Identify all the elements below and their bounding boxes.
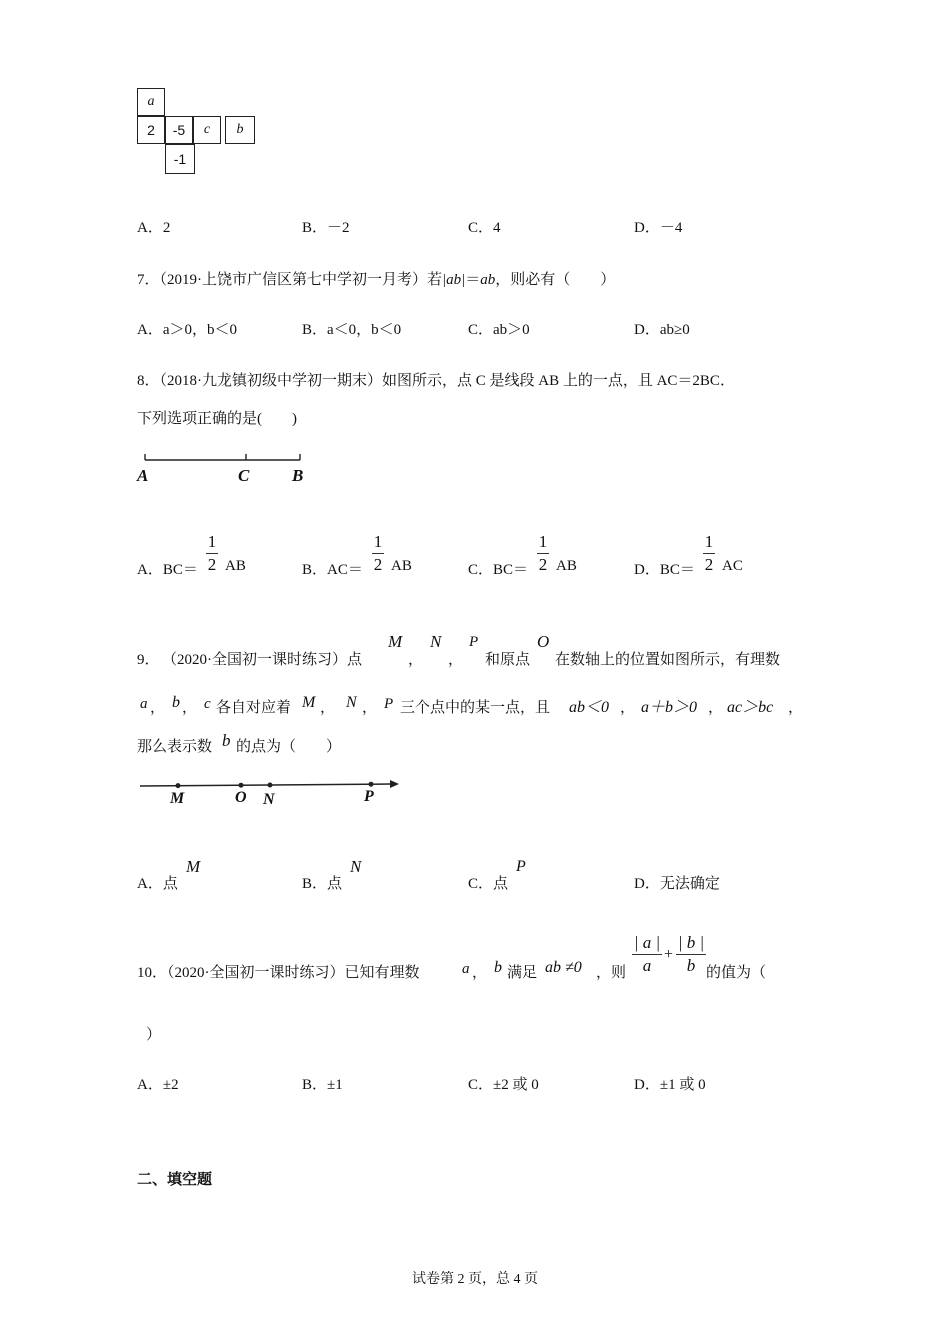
q9-line3-post: 的点为（ ） bbox=[236, 739, 342, 755]
q9-condition-3: ac＞bc bbox=[727, 699, 774, 716]
q6-option-a[interactable]: A．2 bbox=[137, 220, 171, 236]
q10-suffix: 的值为（ bbox=[706, 965, 767, 981]
q9-origin-o: O bbox=[537, 632, 550, 651]
dot-n bbox=[268, 783, 273, 788]
dot-o bbox=[239, 783, 244, 788]
q9-option-b[interactable]: B．点 bbox=[302, 876, 343, 892]
q9-comma-7: ， bbox=[620, 700, 636, 716]
q9-comma-8: ， bbox=[708, 700, 724, 716]
q9-corr-p: P bbox=[384, 696, 394, 712]
q9-line3-b: b bbox=[222, 731, 231, 750]
q9-comma-4: ， bbox=[182, 700, 198, 716]
q10-prefix: 10．（2020·全国初一课时练习）已知有理数 bbox=[137, 965, 420, 981]
net-cell-a: a bbox=[137, 88, 165, 116]
q10-option-b[interactable]: B．±1 bbox=[302, 1077, 343, 1093]
q9-point-n: N bbox=[430, 632, 442, 651]
q7-option-a[interactable]: A．a＞0，b＜0 bbox=[137, 322, 238, 338]
q9-option-d[interactable]: D．无法确定 bbox=[634, 876, 720, 892]
q7-option-b[interactable]: B．a＜0，b＜0 bbox=[302, 322, 402, 338]
q9-var-a: a bbox=[140, 696, 148, 712]
q10-then: ，则 bbox=[596, 965, 627, 981]
q8-stem-line2: 下列选项正确的是( ) bbox=[137, 411, 297, 427]
section-title-fill-in: 二、填空题 bbox=[137, 1171, 213, 1188]
q9-corr-n: N bbox=[346, 694, 357, 711]
q9-comma-6: ， bbox=[362, 700, 378, 716]
q10-comma: ， bbox=[472, 965, 488, 981]
q9-three-points: 三个点中的某一点，且 bbox=[400, 700, 551, 716]
q9-and-origin: 和原点 bbox=[485, 652, 531, 668]
axis-label-o: O bbox=[235, 789, 247, 806]
q8-option-b-post: AB bbox=[391, 558, 412, 574]
q8-option-c[interactable]: C．BC＝ bbox=[468, 562, 529, 578]
q10-var-a: a bbox=[462, 961, 470, 977]
q10-fraction-b: | b | b bbox=[677, 933, 705, 975]
q8-option-a-post: AB bbox=[225, 558, 246, 574]
q10-var-b: b bbox=[494, 959, 502, 976]
segment-label-c: C bbox=[238, 466, 250, 485]
q9-line1-tail: 在数轴上的位置如图所示，有理数 bbox=[555, 652, 781, 668]
q8-option-b[interactable]: B．AC＝ bbox=[302, 562, 363, 578]
q10-mid: 满足 bbox=[507, 965, 538, 981]
segment-label-a: A bbox=[137, 466, 149, 485]
axis-label-m: M bbox=[170, 790, 185, 807]
q10-condition: ab ≠0 bbox=[545, 959, 582, 976]
q7-stem: 7．（2019·上饶市广信区第七中学初一月考）若|ab|＝ab，则必有（ ） bbox=[137, 272, 616, 288]
net-cell-b: b bbox=[225, 116, 255, 144]
q9-corr-m: M bbox=[302, 694, 316, 711]
q8-option-c-fraction: 1 2 bbox=[538, 532, 548, 574]
q10-close-paren: ） bbox=[146, 1027, 162, 1043]
q6-option-c[interactable]: C．4 bbox=[468, 220, 501, 236]
q10-option-d[interactable]: D．±1 或 0 bbox=[634, 1077, 706, 1093]
dot-p bbox=[369, 782, 374, 787]
q9-option-c[interactable]: C．点 bbox=[468, 876, 509, 892]
q9-source: （2020·全国初一课时练习）点 bbox=[162, 652, 362, 668]
q8-option-d[interactable]: D．BC＝ bbox=[634, 562, 695, 578]
q9-option-b-sym: N bbox=[350, 857, 362, 876]
q10-option-c[interactable]: C．±2 或 0 bbox=[468, 1077, 539, 1093]
q9-point-p: P bbox=[469, 634, 479, 650]
q8-option-a[interactable]: A．BC＝ bbox=[137, 562, 198, 578]
q7-option-d[interactable]: D．ab≥0 bbox=[634, 322, 690, 338]
net-cell-neg5: -5 bbox=[165, 116, 193, 144]
dot-m bbox=[176, 783, 181, 788]
number-line-arrow bbox=[390, 780, 399, 788]
net-cell-neg1: -1 bbox=[165, 144, 195, 174]
q9-number: 9． bbox=[137, 652, 160, 668]
q9-comma-5: ， bbox=[320, 700, 336, 716]
q9-comma-3: ， bbox=[150, 700, 166, 716]
page-footer: 试卷第 2 页，总 4 页 bbox=[412, 1272, 538, 1287]
q9-comma-2: ， bbox=[448, 652, 464, 668]
q9-var-c: c bbox=[204, 696, 211, 712]
axis-label-p: P bbox=[364, 788, 374, 805]
q9-comma-1: ， bbox=[408, 652, 424, 668]
q8-stem-line1: 8．（2018·九龙镇初级中学初一期末）如图所示，点 C 是线段 AB 上的一点，且 AC＝2BC． bbox=[137, 373, 735, 389]
axis-label-n: N bbox=[263, 791, 275, 808]
q9-comma-9: ， bbox=[788, 700, 804, 716]
q10-plus: + bbox=[664, 946, 674, 963]
q9-option-a[interactable]: A．点 bbox=[137, 876, 178, 892]
q9-option-a-sym: M bbox=[186, 857, 201, 876]
q9-condition-2: a＋b＞0 bbox=[641, 699, 698, 716]
q6-option-d[interactable]: D．－4 bbox=[634, 220, 683, 236]
q9-line3-pre: 那么表示数 bbox=[137, 739, 213, 755]
q9-option-c-sym: P bbox=[516, 858, 526, 875]
q9-corr: 各自对应着 bbox=[216, 700, 292, 716]
q9-var-b: b bbox=[172, 694, 180, 711]
q8-option-d-post: AC bbox=[722, 558, 743, 574]
q10-option-a[interactable]: A．±2 bbox=[137, 1077, 179, 1093]
segment-label-b: B bbox=[292, 466, 304, 485]
q6-option-b[interactable]: B．－2 bbox=[302, 220, 350, 236]
q7-option-c[interactable]: C．ab＞0 bbox=[468, 322, 530, 338]
q8-option-a-fraction: 1 2 bbox=[207, 532, 217, 574]
q9-point-m: M bbox=[388, 632, 403, 651]
q10-fraction-a: | a | a bbox=[633, 933, 661, 975]
q9-condition-1: ab＜0 bbox=[569, 699, 610, 716]
q8-option-b-fraction: 1 2 bbox=[373, 532, 383, 574]
q8-option-d-fraction: 1 2 bbox=[704, 532, 714, 574]
q8-option-c-post: AB bbox=[556, 558, 577, 574]
net-cell-c: c bbox=[193, 116, 221, 144]
net-cell-2: 2 bbox=[137, 116, 165, 144]
